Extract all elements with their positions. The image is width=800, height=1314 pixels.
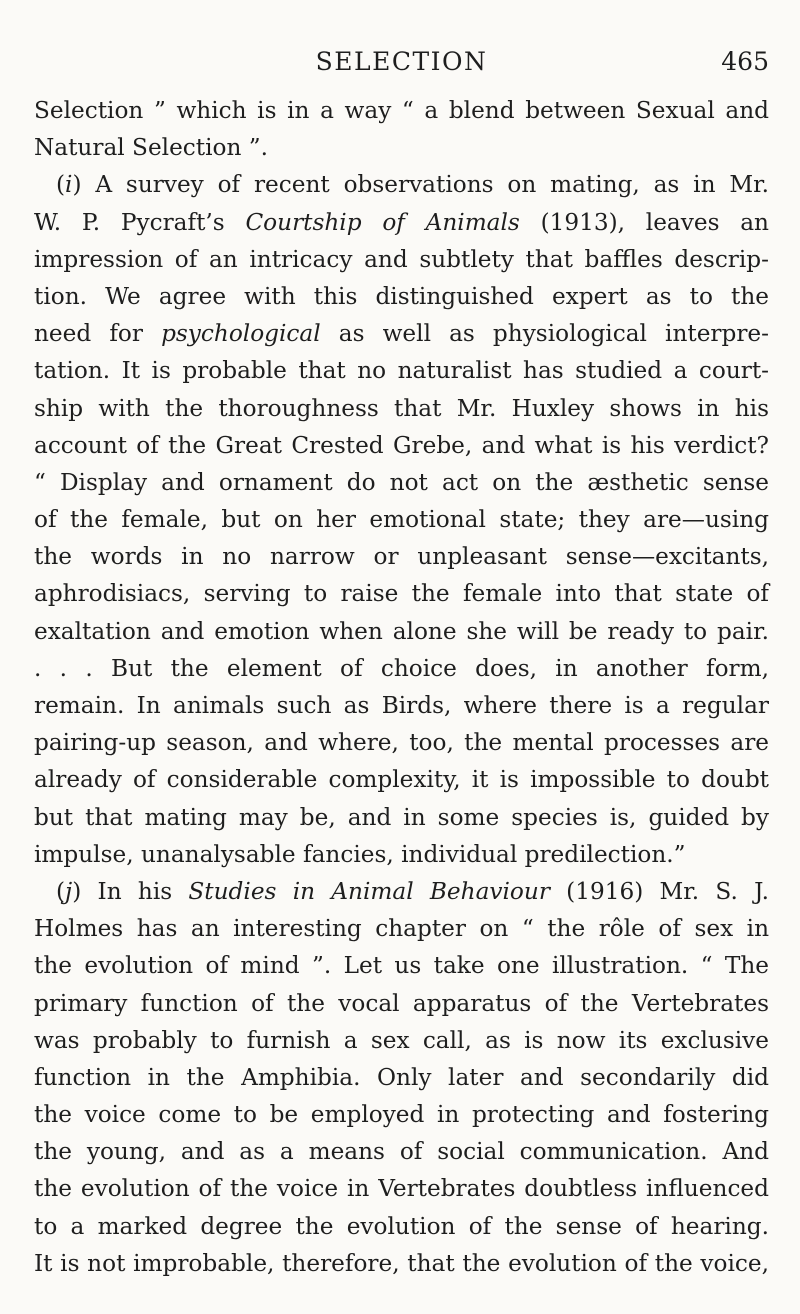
text-run: already of considerable complexity, it is impossible to doubt [34, 766, 769, 794]
italic-text: Studies in Animal Behaviour [188, 877, 550, 905]
text-line [34, 427, 769, 464]
text-run: Selection ” which is in a way “ a blend between Sexual and [34, 97, 769, 124]
text-run: ship with the thoroughness that Mr. Huxley shows in his [34, 394, 769, 422]
text-run: account of the Great Crested Grebe, and what is his verdict? [34, 431, 769, 459]
italic-text: i [65, 171, 73, 199]
text-run: exaltation and emotion when alone she will be ready to pair. [34, 617, 769, 645]
text-run: remain. In animals such as Birds, where there is a regular [34, 692, 769, 719]
text-run: ) In his [72, 877, 189, 905]
text-line [34, 613, 769, 650]
text-line [34, 92, 769, 129]
text-line [34, 761, 769, 798]
text-line [34, 204, 769, 241]
text-run: tion. We agree with this distinguished expert as to the [34, 282, 769, 310]
text-run: ( [56, 171, 66, 199]
text-line [34, 873, 769, 910]
text-line [34, 947, 769, 984]
page-number: 465 [721, 47, 769, 76]
text-line [34, 1208, 769, 1245]
text-line [34, 1245, 769, 1282]
text-run: as well as physiological interpre- [320, 320, 769, 348]
text-run: function in the Amphibia. Only later and secondarily did [34, 1063, 769, 1091]
text-run: ) A survey of recent observations on mating, as in Mr. [72, 171, 769, 199]
text-line [34, 575, 769, 612]
text-run: primary function of the vocal apparatus of the Vertebrates [34, 989, 769, 1017]
text-run: the voice come to be employed in protecting and fostering [34, 1101, 769, 1129]
text-run: the young, and as a means of social communication. And [34, 1138, 769, 1166]
text-run: ( [56, 877, 66, 905]
text-run: aphrodisiacs, serving to raise the female into that state of [34, 580, 769, 608]
text-line [34, 464, 769, 501]
text-run: Natural Selection ”. [34, 134, 269, 162]
text-line [34, 687, 769, 724]
text-run: impulse, unanalysable fancies, individual predilection.” [34, 840, 686, 868]
text-line [34, 352, 769, 389]
text-line [34, 1133, 769, 1170]
text-line [34, 501, 769, 538]
page-header [34, 47, 769, 81]
text-run: impression of an intricacy and subtlety that baffles descrip- [34, 245, 769, 273]
italic-text: j [65, 877, 73, 905]
text-run: tation. It is probable that no naturalist has studied a court- [34, 357, 769, 385]
text-line [34, 390, 769, 427]
text-run: “ Display and ornament do not act on the æsthetic sense [34, 468, 769, 496]
text-line [34, 315, 769, 352]
text-run: . . . But the element of choice does, in another form, [34, 654, 769, 682]
text-run: pairing-up season, and where, too, the mental processes are [34, 729, 769, 757]
text-line [34, 1059, 769, 1096]
text-run: was probably to furnish a sex call, as is now its exclusive [34, 1026, 769, 1054]
text-run: but that mating may be, and in some species is, guided by [34, 803, 769, 831]
text-line [34, 1096, 769, 1133]
text-line [34, 538, 769, 575]
text-run: to a marked degree the evolution of the sense of hearing. [34, 1212, 769, 1240]
text-line [34, 985, 769, 1022]
text-line [34, 278, 769, 315]
text-line [34, 241, 769, 278]
text-line [34, 166, 769, 203]
text-run: the evolution of the voice in Vertebrates doubtless influenced [34, 1175, 769, 1203]
body-text [34, 92, 769, 1282]
text-line [34, 724, 769, 761]
text-line [34, 910, 769, 947]
text-line [34, 1170, 769, 1207]
text-line [34, 1022, 769, 1059]
text-line [34, 799, 769, 836]
text-run: Holmes has an interesting chapter on “ the rôle of sex in [34, 915, 769, 943]
italic-text: psychological [161, 320, 321, 348]
text-run: the evolution of mind ”. Let us take one illustration. “ The [34, 952, 769, 980]
text-run: of the female, but on her emotional state; they are—using [34, 506, 769, 534]
text-run: W. P. Pycraft’s [34, 208, 246, 236]
text-line [34, 836, 769, 873]
running-title: SELECTION [315, 47, 488, 76]
text-run: (1916) Mr. S. J. [549, 877, 769, 905]
text-run: (1913), leaves an [519, 208, 769, 236]
text-line [34, 129, 769, 166]
text-run: the words in no narrow or unpleasant sense—excitants, [34, 543, 769, 571]
text-line [34, 650, 769, 687]
text-run: It is not improbable, therefore, that the evolution of the voice, [34, 1249, 769, 1277]
text-run: need for [34, 320, 162, 348]
italic-text: Courtship of Animals [245, 208, 520, 236]
